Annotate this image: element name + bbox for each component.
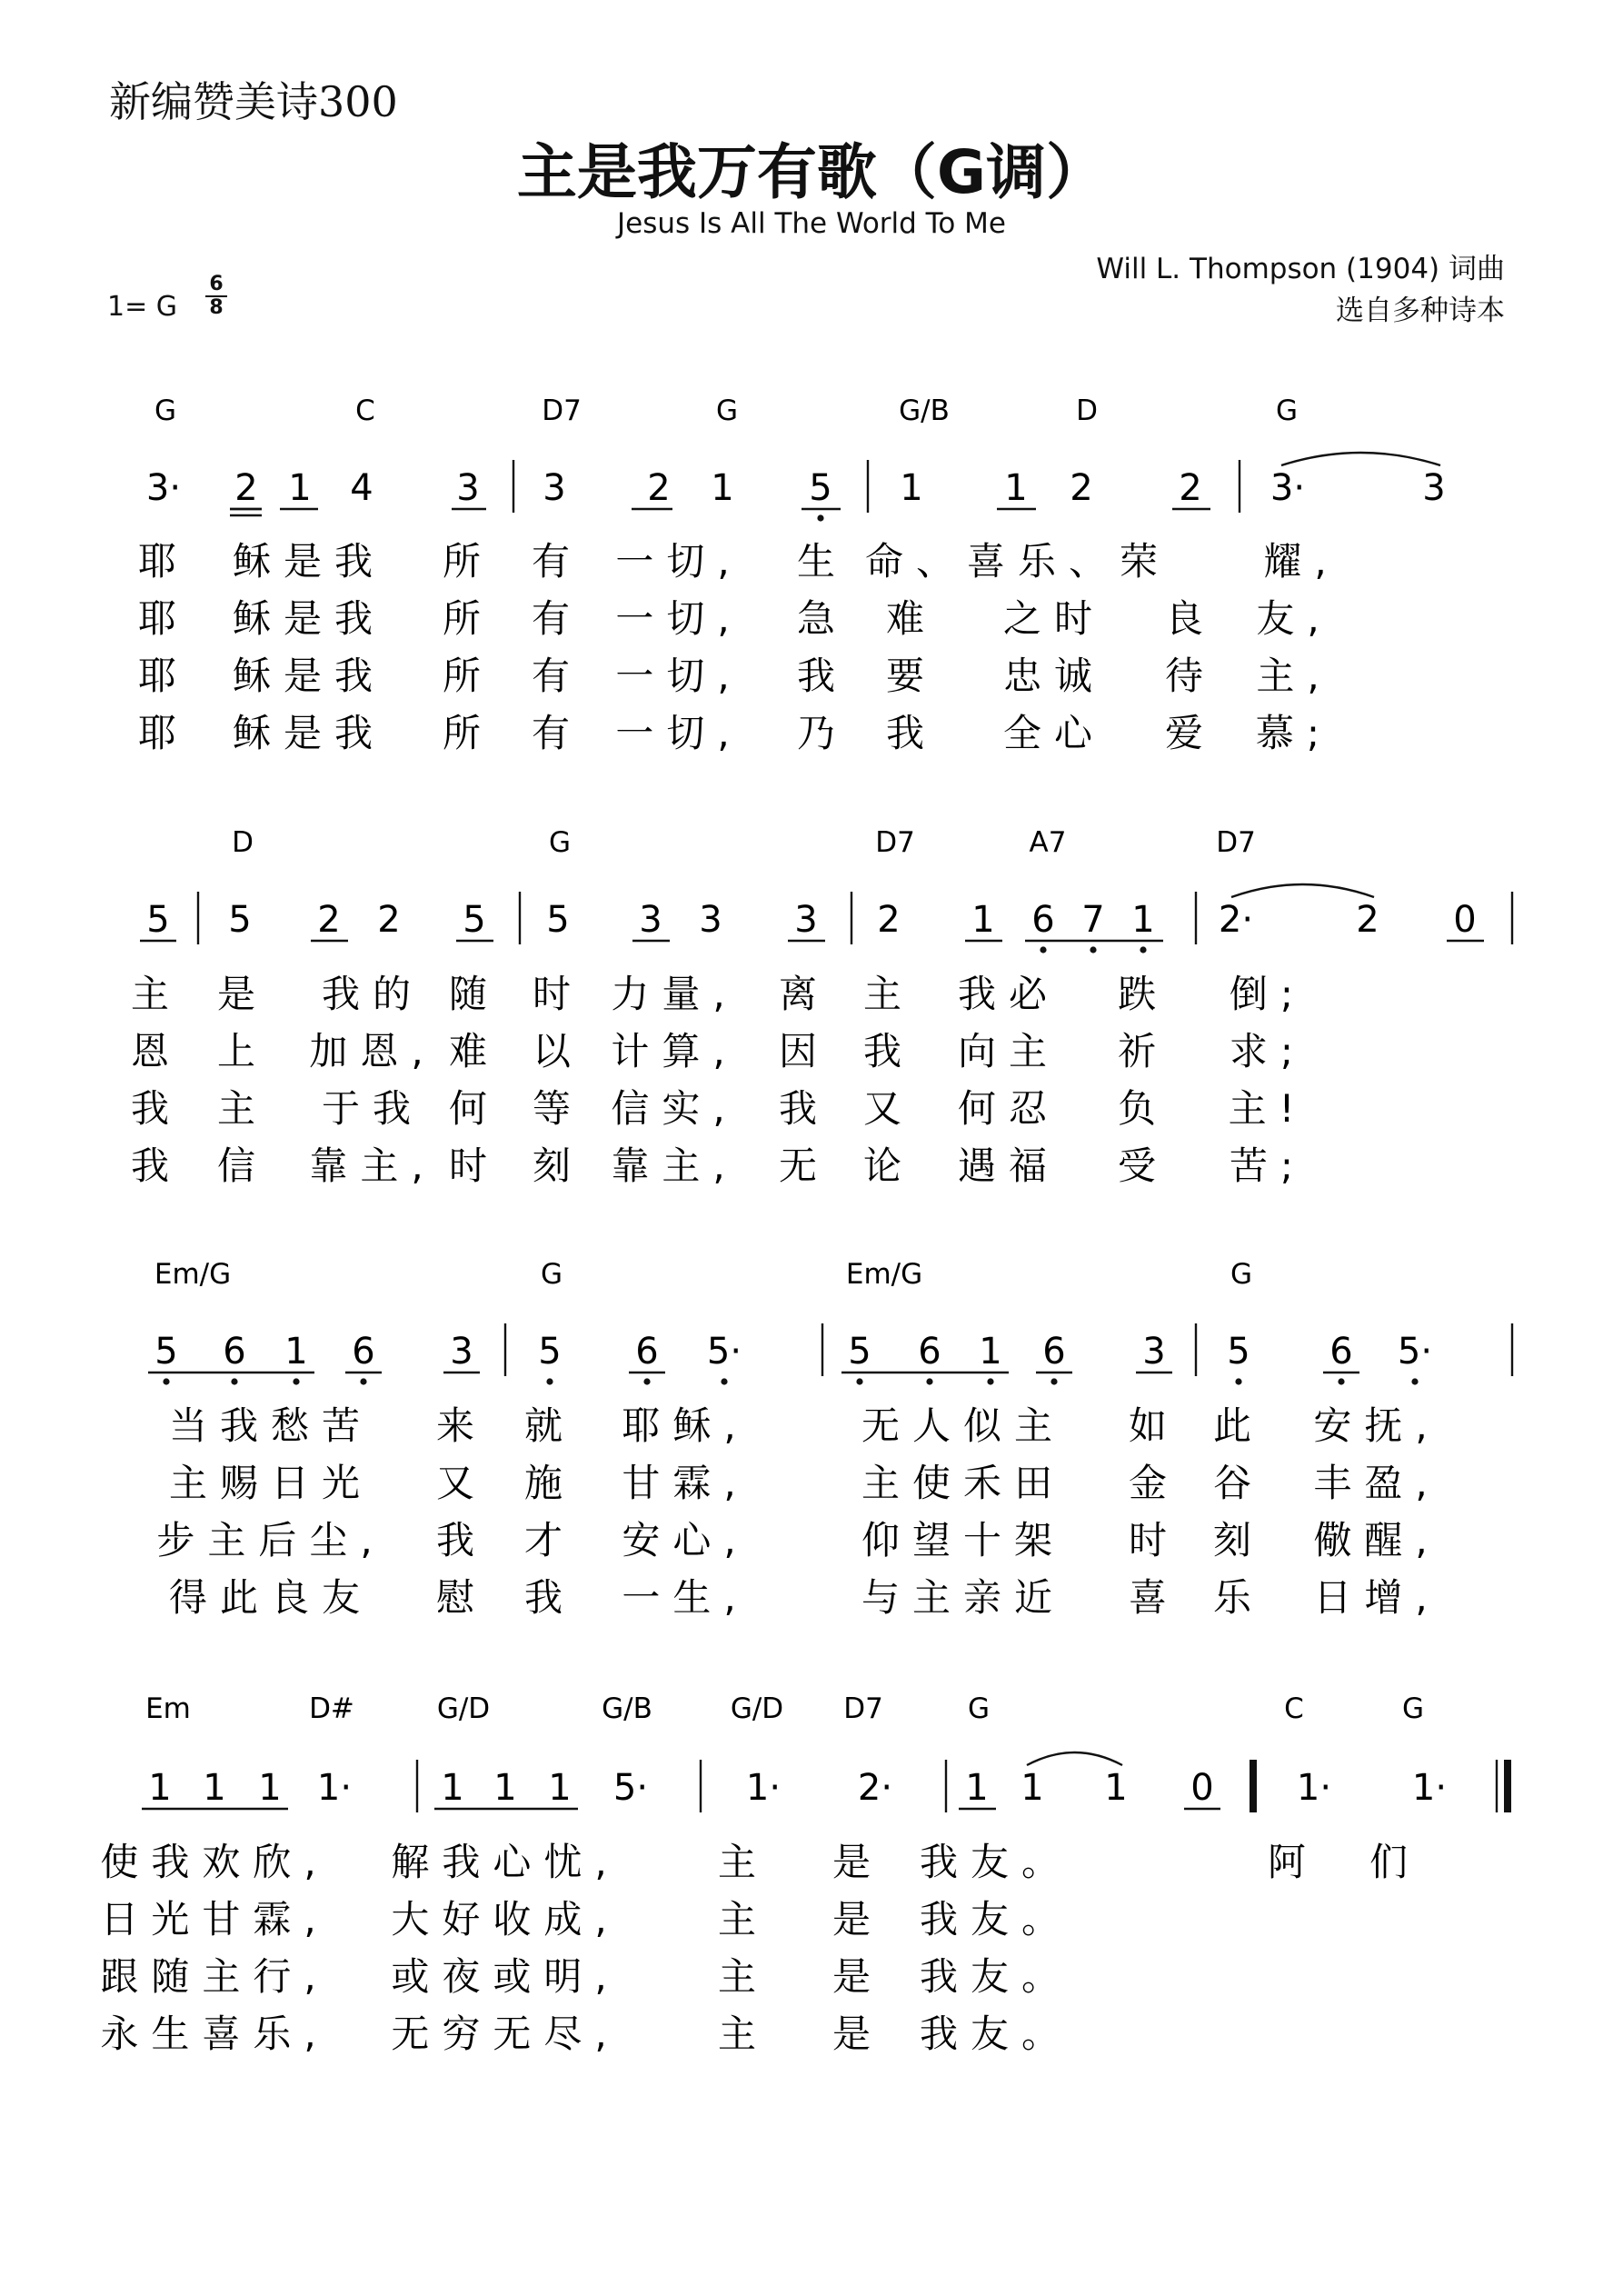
note: 5 [848,1331,871,1373]
lyric-syllable: 我友。 [919,1840,1073,1884]
note: 4 [350,467,373,509]
lyric-syllable: 乃 [796,711,849,755]
lyric-syllable: 才 [523,1518,576,1562]
note: 3 [639,899,662,941]
note: 2 [1179,467,1202,509]
lyric-syllable: 祈 [1117,1029,1170,1073]
note: 1 [548,1767,572,1809]
lyric-syllable: 喜 [1128,1575,1180,1620]
lyric-syllable: 要 [885,654,938,698]
note: 5 [538,1331,562,1373]
note: 3 [450,1331,473,1373]
note: 5 [463,899,486,941]
chord-label: D7 [1216,826,1256,859]
lyric-syllable: 是 [831,1954,884,1999]
lyric-syllable: 靠主, [611,1143,738,1188]
chord-label: G [154,394,177,427]
chord-label: G [1230,1258,1253,1291]
lyric-syllable: 遇福 [957,1143,1060,1188]
note: 1 [1004,467,1028,509]
low-octave-dot [546,1378,553,1384]
note: 7 [1081,899,1105,941]
lyric-syllable: 步主后尘, [156,1518,385,1562]
lyric-syllable: 上 [216,1029,269,1073]
note: 3 [543,467,566,509]
song-title: 主是我万有歌（G调） [516,137,1107,207]
note: 0 [1190,1767,1214,1809]
lyric-syllable: 耶 [137,654,190,698]
lyric-syllable: 安抚, [1313,1403,1440,1448]
note: 1 [258,1767,282,1809]
chord-label: A7 [1029,826,1067,859]
note: 5· [612,1767,649,1809]
lyric-syllable: 我 [130,1143,183,1188]
note: 5 [1227,1331,1250,1373]
hymnal-name: 新编赞美诗300 [109,77,398,126]
lyric-syllable: 时 [1128,1518,1180,1562]
note: 1 [1104,1767,1128,1809]
lyric-syllable: 我 [130,1086,183,1131]
lyric-syllable: 我 [523,1575,576,1620]
note: 0 [1453,899,1477,941]
lyric-syllable: 我的 [321,972,424,1016]
low-octave-dot [293,1378,299,1384]
lyric-syllable: 就 [523,1403,576,1448]
lyric-syllable: 无人似主 [861,1403,1066,1448]
note: 1 [711,467,734,509]
lyric-syllable: 计算, [611,1029,738,1073]
note: 1· [1411,1767,1448,1809]
note: 2 [1356,899,1379,941]
note: 3· [145,467,182,509]
lyric-syllable: 又 [862,1086,915,1131]
lyric-syllable: 日光甘霖, [100,1897,329,1942]
chord-label: D [1076,394,1098,427]
lyric-syllable: 乐 [1212,1575,1265,1620]
lyric-syllable: 谷 [1212,1461,1265,1505]
low-octave-dot [987,1378,993,1384]
lyric-syllable: 苦; [1229,1143,1307,1188]
lyric-syllable: 何 [448,1086,501,1131]
chord-label: G/D [436,1692,491,1725]
lyric-syllable: 生 [796,539,849,584]
lyric-syllable: 所 [442,596,494,641]
note: 1· [1296,1767,1332,1809]
lyric-syllable: 一切, [615,596,742,641]
lyric-syllable: 有 [531,596,583,641]
lyric-syllable: 一切, [615,539,742,584]
note: 3 [699,899,722,941]
lyric-syllable: 力量, [611,972,738,1016]
lyric-syllable: 靠主, [309,1143,436,1188]
note: 2 [317,899,341,941]
lyric-syllable: 无 [778,1143,831,1188]
lyric-syllable: 负 [1117,1086,1170,1131]
lyric-syllable: 有 [531,539,583,584]
lyric-syllable: 以 [532,1029,584,1073]
lyric-syllable: 得此良友 [168,1575,373,1620]
tie-arc [1027,1752,1122,1765]
lyric-syllable: 如 [1128,1403,1180,1448]
note: 2 [877,899,901,941]
chord-label: G [967,1692,991,1725]
chord-label: Em/G [845,1258,923,1291]
note: 1 [979,1331,1002,1373]
lyric-syllable: 主 [717,1954,770,1999]
time-signature-top: 6 [209,273,224,295]
lyric-syllable: 慰 [435,1575,488,1620]
lyric-syllable: 何忍 [957,1086,1060,1131]
lyric-syllable: 良 [1164,596,1217,641]
lyric-syllable: 所 [442,654,494,698]
note: 1 [965,1767,989,1809]
lyric-syllable: 当我愁苦 [168,1403,373,1448]
note: 5 [154,1331,178,1373]
note: 6 [352,1331,375,1373]
lyric-syllable: 丰盈, [1313,1461,1440,1505]
chord-label: D [232,826,254,859]
low-octave-dot [856,1378,862,1384]
lyric-syllable: 日增, [1313,1575,1440,1620]
lyric-syllable: 难 [885,596,938,641]
lyric-syllable: 随 [448,972,501,1016]
lyric-syllable: 一切, [615,711,742,755]
author-credit: Will L. Thompson (1904) 词曲 [1096,253,1505,285]
chord-label: D# [309,1692,354,1725]
lyric-syllable: 大好收成, [391,1897,620,1942]
lyric-syllable: 命、喜乐、荣 [864,539,1171,584]
lyric-syllable: 耶稣, [622,1403,749,1448]
lyric-syllable: 主使禾田 [861,1461,1066,1505]
note: 2· [857,1767,893,1809]
lyric-syllable: 刻 [1212,1518,1265,1562]
lyric-syllable: 友, [1256,596,1332,641]
note: 1 [441,1767,464,1809]
lyric-syllable: 主 [717,1897,770,1942]
chord-label: Em [145,1692,191,1725]
lyric-syllable: 我友。 [919,1897,1073,1942]
lyric-syllable: 信 [216,1143,269,1188]
final-barline-thick [1504,1760,1511,1812]
lyric-syllable: 时 [532,972,584,1016]
lyric-syllable: 耶 [137,596,190,641]
note: 6 [1042,1331,1066,1373]
chord-label: G/B [602,1692,652,1725]
low-octave-dot [721,1378,727,1384]
lyric-syllable: 向主 [957,1029,1060,1073]
lyric-syllable: 主! [1228,1086,1308,1131]
lyric-syllable: 耶 [137,539,190,584]
note: 1· [745,1767,782,1809]
lyric-syllable: 一生, [622,1575,749,1620]
note: 6 [635,1331,659,1373]
note: 3 [1142,1331,1166,1373]
lyric-syllable: 或夜或明, [391,1954,620,1999]
note: 1 [148,1767,172,1809]
lyric-syllable: 求; [1229,1029,1307,1073]
lyric-syllable: 是 [831,2011,884,2056]
lyric-syllable: 之时 [1002,596,1106,641]
chord-label: Em/G [154,1258,232,1291]
chord-label: G/B [899,394,950,427]
chord-label: G [548,826,572,859]
note: 3 [456,467,480,509]
note: 1 [900,467,923,509]
chord-label: G [1275,394,1299,427]
chord-label: G [1401,1692,1425,1725]
note: 1 [1021,1767,1044,1809]
note: 6 [1031,899,1055,941]
lyric-syllable: 主 [130,972,183,1016]
lyric-syllable: 全心 [1002,711,1106,755]
note: 1 [493,1767,517,1809]
chord-label: G [715,394,739,427]
lyric-syllable: 施 [523,1461,576,1505]
lyric-syllable: 又 [435,1461,488,1505]
lyric-syllable: 所 [442,711,494,755]
low-octave-dot [1090,946,1096,953]
lyric-syllable: 于我 [321,1086,424,1131]
lyric-syllable: 我 [778,1086,831,1131]
lyric-syllable: 主 [216,1086,269,1131]
lyric-syllable: 稣是我 [232,596,386,641]
note: 5· [706,1331,742,1373]
note: 3 [1422,467,1446,509]
low-octave-dot [926,1378,932,1384]
lyric-syllable: 主, [1256,654,1332,698]
tie-arc [1231,884,1374,897]
lyric-syllable: 我 [796,654,849,698]
lyric-syllable: 刻 [532,1143,584,1188]
lyric-syllable: 是 [831,1840,884,1884]
lyric-syllable: 爱 [1164,711,1217,755]
lyric-syllable: 有 [531,654,583,698]
lyric-syllable: 耶 [137,711,190,755]
lyric-syllable: 使我欢欣, [100,1840,329,1884]
lyric-syllable: 等 [532,1086,584,1131]
lyric-syllable: 我友。 [919,2011,1073,2056]
note: 6 [223,1331,246,1373]
lyric-syllable: 主 [862,972,915,1016]
lyric-syllable: 加恩, [309,1029,436,1073]
lyric-syllable: 所 [442,539,494,584]
lyric-syllable: 我 [435,1518,488,1562]
lyric-syllable: 恩 [130,1029,183,1073]
lyric-syllable: 慕; [1255,711,1333,755]
lyric-syllable: 与主亲近 [861,1575,1066,1620]
note: 3 [794,899,818,941]
lyric-syllable: 因 [778,1029,831,1073]
lyric-syllable: 忠诚 [1002,654,1106,698]
low-octave-dot [643,1378,650,1384]
note: 5 [546,899,570,941]
chord-label: G [540,1258,563,1291]
source-note: 选自多种诗本 [1336,294,1505,327]
chord-label: C [355,394,375,427]
note: 6 [918,1331,941,1373]
note: 5· [1397,1331,1433,1373]
chord-label: G/D [730,1692,784,1725]
lyric-syllable: 金 [1128,1461,1180,1505]
low-octave-dot [1338,1378,1344,1384]
note: 1 [1131,899,1155,941]
low-octave-dot [1140,946,1146,953]
lyric-syllable: 有 [531,711,583,755]
note: 1 [284,1331,308,1373]
note: 2 [234,467,258,509]
lyric-syllable: 我必 [957,972,1060,1016]
note: 2· [1218,899,1254,941]
note: 3· [1270,467,1306,509]
lyric-syllable: 阿 [1267,1840,1319,1884]
low-octave-dot [817,514,823,521]
lyric-syllable: 受 [1117,1143,1170,1188]
lyric-syllable: 主 [717,2011,770,2056]
lyric-syllable: 稣是我 [232,711,386,755]
lyric-syllable: 跌 [1117,972,1170,1016]
low-octave-dot [1235,1378,1241,1384]
lyric-syllable: 此 [1212,1403,1265,1448]
lyric-syllable: 急 [796,596,849,641]
time-signature-bottom: 8 [209,296,224,319]
note: 1 [971,899,995,941]
note: 5 [809,467,832,509]
chord-label: D7 [875,826,915,859]
low-octave-dot [231,1378,237,1384]
lyric-syllable: 无穷无尽, [391,2011,620,2056]
tie-arc [1281,453,1440,465]
english-title: Jesus Is All The World To Me [617,207,1006,240]
lyric-syllable: 主 [717,1840,770,1884]
note: 2 [1070,467,1093,509]
chord-label: D7 [843,1692,883,1725]
lyric-syllable: 稣是我 [232,654,386,698]
lyric-syllable: 时 [448,1143,501,1188]
lyric-syllable: 仰望十架 [861,1518,1066,1562]
note: 2 [647,467,671,509]
lyric-syllable: 是 [831,1897,884,1942]
lyric-syllable: 耀, [1263,539,1339,584]
section-barline [1250,1760,1257,1812]
lyric-syllable: 论 [862,1143,915,1188]
note: 1· [316,1767,353,1809]
lyric-syllable: 倒; [1229,972,1307,1016]
lyric-syllable: 是 [216,972,269,1016]
note: 1 [203,1767,226,1809]
lyric-syllable: 待 [1164,654,1217,698]
chord-label: D7 [542,394,582,427]
lyric-syllable: 离 [778,972,831,1016]
lyric-syllable: 主赐日光 [168,1461,373,1505]
lyric-syllable: 甘霖, [622,1461,749,1505]
note: 6 [1329,1331,1353,1373]
lyric-syllable: 信实, [611,1086,738,1131]
lyric-syllable: 来 [435,1403,488,1448]
lyric-syllable: 安心, [622,1518,749,1562]
low-octave-dot [1040,946,1046,953]
lyric-syllable: 稣是我 [232,539,386,584]
lyric-syllable: 们 [1369,1840,1421,1884]
lyric-syllable: 解我心忧, [391,1840,620,1884]
lyric-syllable: 我 [862,1029,915,1073]
key-signature: 1= G [107,291,178,323]
low-octave-dot [360,1378,366,1384]
lyric-syllable: 跟随主行, [100,1954,329,1999]
lyric-syllable: 我 [885,711,938,755]
note: 2 [377,899,401,941]
note: 1 [288,467,312,509]
low-octave-dot [1411,1378,1418,1384]
chord-label: C [1284,1692,1304,1725]
note: 5 [228,899,252,941]
note: 5 [146,899,170,941]
lyric-syllable: 一切, [615,654,742,698]
lyric-syllable: 儆醒, [1313,1518,1440,1562]
lyric-syllable: 难 [448,1029,501,1073]
low-octave-dot [1050,1378,1057,1384]
low-octave-dot [163,1378,169,1384]
lyric-syllable: 我友。 [919,1954,1073,1999]
lyric-syllable: 永生喜乐, [100,2011,329,2056]
